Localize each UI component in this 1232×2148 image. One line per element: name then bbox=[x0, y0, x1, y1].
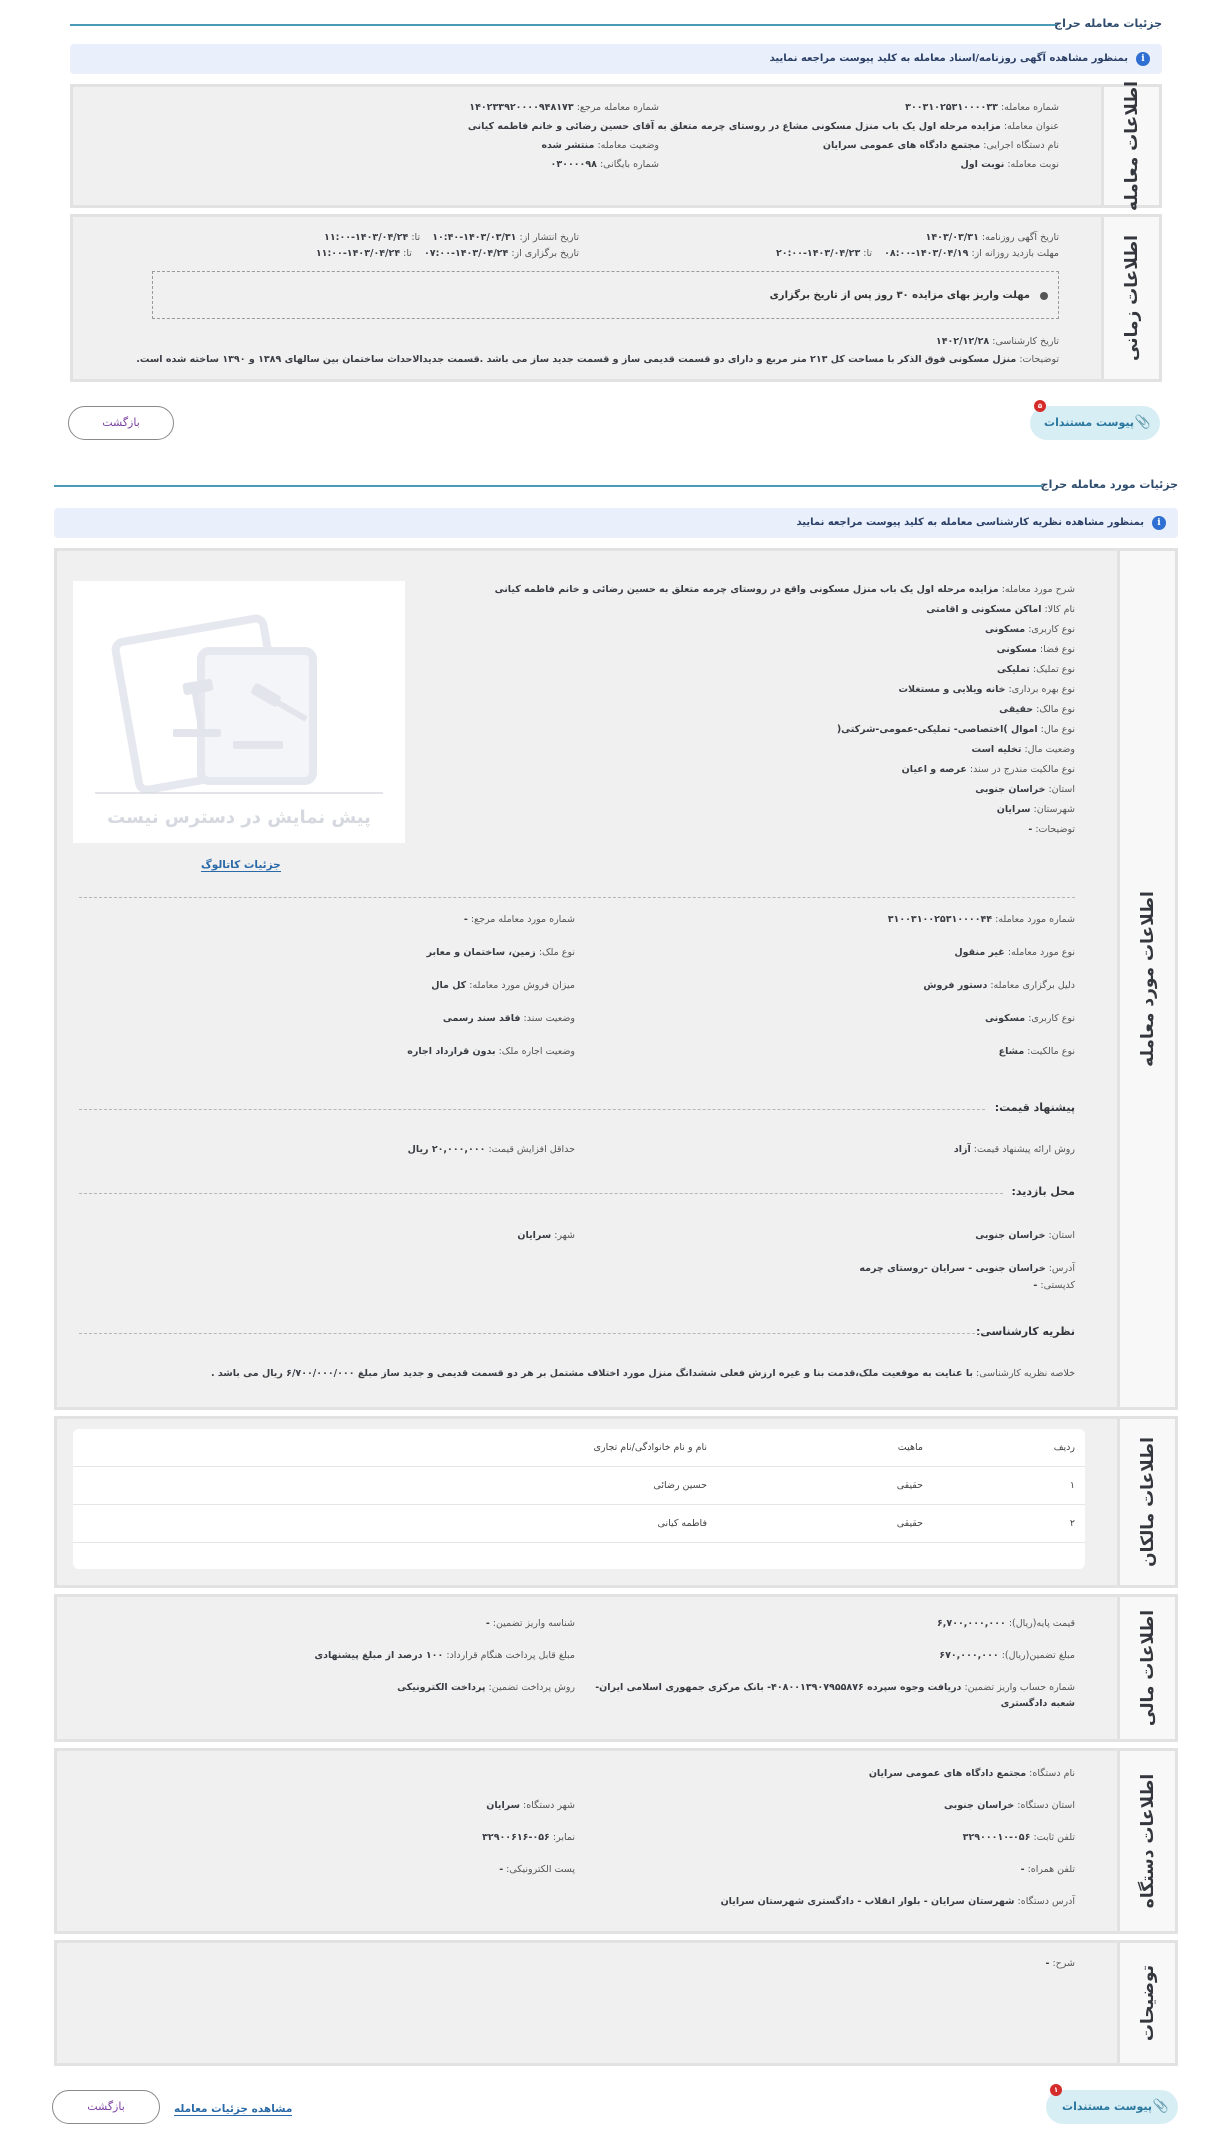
item-deed-ownership: نوع مالکیت مندرج در سند: عرصه و اعیان bbox=[901, 764, 1075, 775]
panel-side-title: اطلاعات معامله bbox=[1101, 87, 1159, 205]
panel-side-title: توضیحات bbox=[1117, 1943, 1175, 2063]
device-panel bbox=[54, 1748, 1178, 1934]
section-divider bbox=[70, 24, 1056, 26]
back-button[interactable]: بازگشت bbox=[68, 406, 174, 440]
offer-method: روش ارائه پیشنهاد قیمت: آزاد bbox=[953, 1144, 1075, 1155]
deal-number: شماره معامله: ۳۰۰۳۱۰۲۵۳۱۰۰۰۰۳۳ bbox=[905, 102, 1059, 113]
deal-round: نوبت معامله: نوبت اول bbox=[960, 159, 1059, 170]
section-title: جزئیات مورد معامله حراج bbox=[1040, 478, 1178, 491]
divider bbox=[79, 897, 1075, 898]
catalog-details-link[interactable]: جزئیات کاتالوگ bbox=[201, 859, 281, 871]
expert-summary: خلاصه نظریه کارشناسی: با عنایت به موقعیت ملک،قدمت بنا و غیره ارزش فعلی ششدانگ منزل مورد اختلاف مشتمل بر هر دو قسمت قدیمی و جدید ساز مبلغ ۶/۷۰۰/۰۰۰/۰۰۰ ریال می باشد . bbox=[210, 1368, 1075, 1379]
deal-title: عنوان معامله: مزایده مرحله اول یک باب منزل مسکونی مشاع در روستای چرمه متعلق به آقای حسین رضائی و خانم فاطمه کیانی bbox=[467, 121, 1059, 132]
panel-side-title: اطلاعات دستگاه bbox=[1117, 1751, 1175, 1931]
auction-section-header bbox=[70, 16, 1162, 32]
hold-period: تاریخ برگزاری از: ۱۴۰۳/۰۴/۲۴-۰۷:۰۰ تا: ۱۴۰۳/۰۴/۲۴-۱۱:۰۰ bbox=[315, 248, 579, 259]
item-product: نام کالا: اماکن مسکونی و اقامتی bbox=[926, 604, 1075, 615]
preview-image bbox=[73, 581, 405, 843]
section-title: جزئیات معامله حراج bbox=[1054, 17, 1162, 30]
attach-documents-button[interactable]: 📎 پیوست مستندات ۵ bbox=[1030, 406, 1160, 440]
prepay-amount: مبلغ قابل پرداخت هنگام قرارداد: ۱۰۰ درصد از مبلغ پیشنهادی bbox=[314, 1650, 575, 1661]
paperclip-icon: 📎 bbox=[1152, 2099, 1169, 2114]
table-row: ۱ حقیقی حسین رضائی bbox=[73, 1467, 1085, 1505]
visit-province: استان: خراسان جنوبی bbox=[975, 1230, 1075, 1241]
deal-info-panel bbox=[70, 80, 1162, 212]
divider bbox=[79, 1193, 1003, 1194]
item-notes: توضیحات: - bbox=[1028, 824, 1075, 835]
deed-status: وضعیت سند: فاقد سند رسمی bbox=[442, 1013, 575, 1024]
deadline-box bbox=[152, 271, 1059, 319]
gavel-placeholder-icon bbox=[73, 581, 405, 843]
item-notice: i بمنظور مشاهده نظریه کارشناسی معامله به کلید پیوست مراجعه نمایید bbox=[54, 508, 1178, 538]
owners-panel bbox=[54, 1416, 1178, 1588]
visit-postal: کدپستی: - bbox=[1033, 1280, 1075, 1291]
item-desc: شرح مورد معامله: مزایده مرحله اول یک باب منزل مسکونی واقع در روستای چرمه متعلق به حسین رضائی و خانم فاطمه کیانی bbox=[494, 584, 1075, 595]
visit-city: شهر: سرایان bbox=[517, 1230, 575, 1241]
deadline-note: مهلت واریز بهای مزایده ۳۰ روز پس از تاریخ برگزاری bbox=[769, 290, 1030, 301]
no-preview-text: پیش نمایش در دسترس نیست bbox=[107, 807, 371, 828]
item-province: استان: خراسان جنوبی bbox=[975, 784, 1075, 795]
visit-address: آدرس: خراسان جنوبی - سرایان -روستای چرمه bbox=[859, 1263, 1075, 1274]
info-icon: i bbox=[1136, 52, 1150, 66]
owners-table bbox=[73, 1429, 1085, 1569]
item-section-header bbox=[54, 477, 1178, 493]
attach-documents-button[interactable]: 📎 پیوست مستندات ۱ bbox=[1046, 2090, 1178, 2124]
item-asset-status: وضعیت مال: تخلیه است bbox=[971, 744, 1075, 755]
table-header: ردیف ماهیت نام و نام خانوادگی/نام تجاری bbox=[73, 1429, 1085, 1467]
bullet-icon bbox=[1040, 292, 1048, 300]
item-asset-type: نوع مال: اموال )اختصاصی- تملیکی-عمومی-شرکتی( bbox=[836, 724, 1075, 735]
table-row: ۲ حقیقی فاطمه کیانی bbox=[73, 1505, 1085, 1543]
device-address: آدرس دستگاه: شهرستان سرایان - بلوار انقلاب - دادگستری شهرستان سرایان bbox=[720, 1896, 1075, 1907]
deal-status: وضعیت معامله: منتشر شده bbox=[541, 140, 659, 151]
panel-side-title: اطلاعات مالکان bbox=[1117, 1419, 1175, 1585]
back-button[interactable]: بازگشت bbox=[52, 2090, 160, 2124]
notes-panel bbox=[54, 1940, 1178, 2066]
panel-side-title: اطلاعات مالی bbox=[1117, 1597, 1175, 1739]
exec-agency: نام دستگاه اجرایی: مجتمع دادگاه های عمومی سرایان bbox=[822, 140, 1059, 151]
visit-location-title: محل بازدید: bbox=[1011, 1185, 1075, 1198]
hold-reason: دلیل برگزاری معامله: دستور فروش bbox=[923, 980, 1075, 991]
lease-status: وضعیت اجاره ملک: بدون قرارداد اجاره bbox=[407, 1046, 575, 1057]
count-badge: ۱ bbox=[1050, 2084, 1062, 2096]
panel-side-title: اطلاعات مورد معامله bbox=[1117, 551, 1175, 1407]
item-space: نوع فضا: مسکونی bbox=[996, 644, 1075, 655]
count-badge: ۵ bbox=[1034, 400, 1046, 412]
time-description: توضیحات: منزل مسکونی فوق الذکر با مساحت کل ۲۱۳ متر مربع و دارای دو قسمت قدیمی ساز و قسمت جدید ساز می باشد .قسمت جدیدالاحداث ساختمان بین سالهای ۱۳۸۹ و ۱۳۹۰ ساخته شده است. bbox=[136, 354, 1059, 365]
device-province: استان دستگاه: خراسان جنوبی bbox=[944, 1800, 1075, 1811]
paperclip-icon: 📎 bbox=[1134, 415, 1151, 430]
device-phone: تلفن ثابت: ۰۵۶-۳۲۹۰۰۰۱۰ bbox=[962, 1832, 1075, 1843]
view-deal-details-link[interactable]: مشاهده جزئیات معامله bbox=[174, 2103, 293, 2115]
item-kind: نوع مورد معامله: غیر منقول bbox=[954, 947, 1075, 958]
item-usage: نوع کاربری: مسکونی bbox=[984, 624, 1075, 635]
base-price: قیمت پایه(ریال): ۶,۷۰۰,۰۰۰,۰۰۰ bbox=[936, 1618, 1075, 1629]
min-increase: حداقل افزایش قیمت: ۲۰,۰۰۰,۰۰۰ ریال bbox=[407, 1144, 575, 1155]
newspaper-date: تاریخ آگهی روزنامه: ۱۴۰۳/۰۳/۳۱ bbox=[925, 232, 1059, 243]
item-county: شهرستان: سرایان bbox=[996, 804, 1075, 815]
item-exploitation: نوع بهره برداری: خانه ویلایی و مستغلات bbox=[898, 684, 1075, 695]
item-info-panel bbox=[54, 548, 1178, 1410]
device-fax: نمابر: ۰۵۶-۳۲۹۰۰۶۱۶ bbox=[482, 1832, 575, 1843]
divider bbox=[79, 1333, 985, 1334]
guarantee-account-branch: شعبه دادگستری bbox=[1000, 1698, 1075, 1709]
visit-period: مهلت بازدید روزانه از: ۱۴۰۳/۰۴/۱۹-۰۸:۰۰ تا: ۱۴۰۳/۰۴/۲۳-۲۰:۰۰ bbox=[775, 248, 1059, 259]
item-ownership-type: نوع تملیک: تملیکی bbox=[997, 664, 1075, 675]
item-number: شماره مورد معامله: ۳۱۰۰۳۱۰۰۲۵۳۱۰۰۰۰۴۴ bbox=[887, 914, 1075, 925]
ref-deal-number: شماره معامله مرجع: ۱۴۰۲۳۳۹۲۰۰۰۰۹۴۸۱۷۳ bbox=[469, 102, 659, 113]
notes-desc: شرح: - bbox=[1045, 1958, 1075, 1969]
time-info-panel bbox=[70, 214, 1162, 382]
deposit-id: شناسه واریز تضمین: - bbox=[485, 1618, 575, 1629]
device-mobile: تلفن همراه: - bbox=[1020, 1864, 1075, 1875]
guarantee-amount: مبلغ تضمین(ریال): ۶۷۰,۰۰۰,۰۰۰ bbox=[939, 1650, 1075, 1661]
item-owner-type: نوع مالک: حقیقی bbox=[999, 704, 1075, 715]
finance-panel bbox=[54, 1594, 1178, 1742]
publish-period: تاریخ انتشار از: ۱۴۰۳/۰۳/۳۱-۱۰:۴۰ تا: ۱۴۰۳/۰۴/۲۴-۱۱:۰۰ bbox=[324, 232, 579, 243]
section-divider bbox=[54, 485, 1042, 487]
sale-extent: میزان فروش مورد معامله: کل مال bbox=[431, 980, 575, 991]
expert-date: تاریخ کارشناسی: ۱۴۰۲/۱۲/۲۸ bbox=[935, 336, 1059, 347]
usage-type: نوع کاربری: مسکونی bbox=[984, 1013, 1075, 1024]
ref-item-number: شماره مورد معامله مرجع: - bbox=[463, 914, 575, 925]
expert-opinion-title: نظریه کارشناسی: bbox=[976, 1325, 1075, 1338]
guarantee-account: شماره حساب واریز تضمین: دریافت وجوه سپرده ۴۰۸۰۰۱۳۹۰۷۹۵۵۸۷۶- بانک مرکزی جمهوری اسلامی ایران- bbox=[595, 1682, 1075, 1693]
ownership: نوع مالکیت: مشاع bbox=[998, 1046, 1075, 1057]
guarantee-pay-method: روش پرداخت تضمین: پرداخت الکترونیکی bbox=[397, 1682, 575, 1693]
device-city: شهر دستگاه: سرایان bbox=[486, 1800, 575, 1811]
property-type: نوع ملک: زمین، ساختمان و معابر bbox=[426, 947, 575, 958]
panel-side-title: اطلاعات زمانی bbox=[1101, 217, 1159, 379]
device-email: پست الکترونیکی: - bbox=[499, 1864, 575, 1875]
archive-number: شماره بایگانی: ۰۳۰۰۰۰۹۸ bbox=[550, 159, 659, 170]
auction-notice: i بمنظور مشاهده آگهی روزنامه/اسناد معامله به کلید پیوست مراجعه نمایید bbox=[70, 44, 1162, 74]
divider bbox=[79, 1109, 985, 1110]
device-name: نام دستگاه: مجتمع دادگاه های عمومی سرایان bbox=[868, 1768, 1075, 1779]
offer-title: پیشنهاد قیمت: bbox=[994, 1101, 1075, 1114]
info-icon: i bbox=[1152, 516, 1166, 530]
